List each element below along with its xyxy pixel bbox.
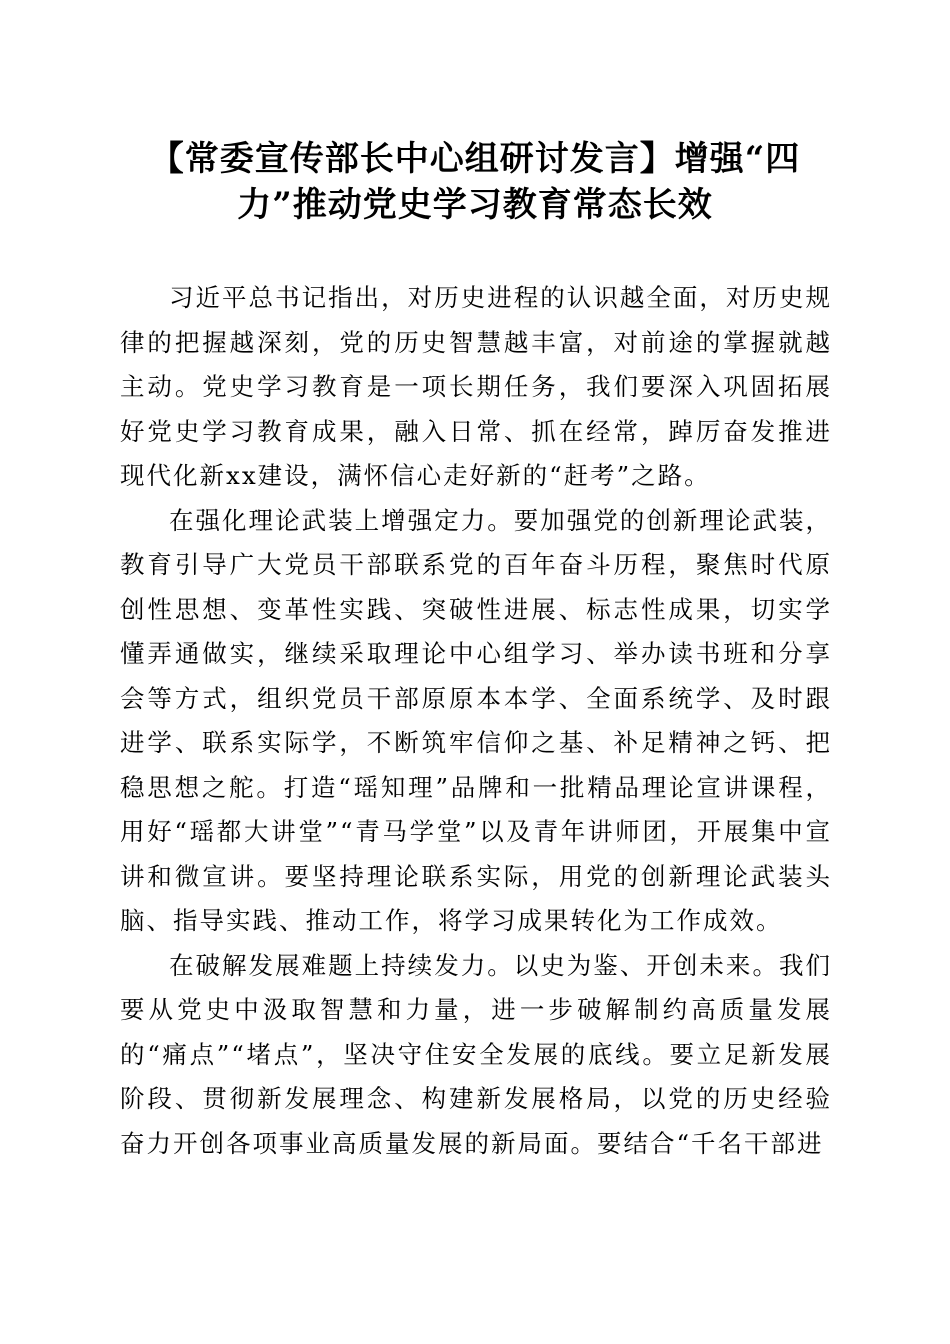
paragraph-theory: 在强化理论武装上增强定力。要加强党的创新理论武装，教育引导广大党员干部联系党的百年奋斗历程，聚焦时代原创性思想、变革性实践、突破性进展、标志性成果，切实学懂弄通做实，继续采取理论中心组学习、举办读书班和分享会等方式，组织党员干部原原本本学、全面系统学、及时跟进学、联系实际学，不断筑牢信仰之基、补足精神之钙、把稳思想之舵。打造“瑶知理”品牌和一批精品理论宣讲课程，用好“瑶都大讲堂”“青马学堂”以及青年讲师团，开展集中宣讲和微宣讲。要坚持理论联系实际，用党的创新理论武装头脑、指导实践、推动工作，将学习成果转化为工作成效。: [120, 505, 832, 935]
paragraph-development: 在破解发展难题上持续发力。以史为鉴、开创未来。我们要从党史中汲取智慧和力量，进一步破解制约高质量发展的“痛点”“堵点”，坚决守住安全发展的底线。要立足新发展阶段、贯彻新发展理念、构建新发展格局，以党的历史经验奋力开创各项事业高质量发展的新局面。要结合“千名干部进: [120, 950, 832, 1158]
document-title: 【常委宣传部长中心组研讨发言】增强“四力”推动党史学习教育常态长效: [149, 139, 801, 225]
paragraph-intro: 习近平总书记指出，对历史进程的认识越全面，对历史规律的把握越深刻，党的历史智慧越丰富，对前途的掌握就越主动。党史学习教育是一项长期任务，我们要深入巩固拓展好党史学习教育成果，融入日常、抓在经常，踔厉奋发推进现代化新xx建设，满怀信心走好新的“赶考”之路。: [120, 283, 832, 490]
document-body: [120, 276, 832, 1166]
